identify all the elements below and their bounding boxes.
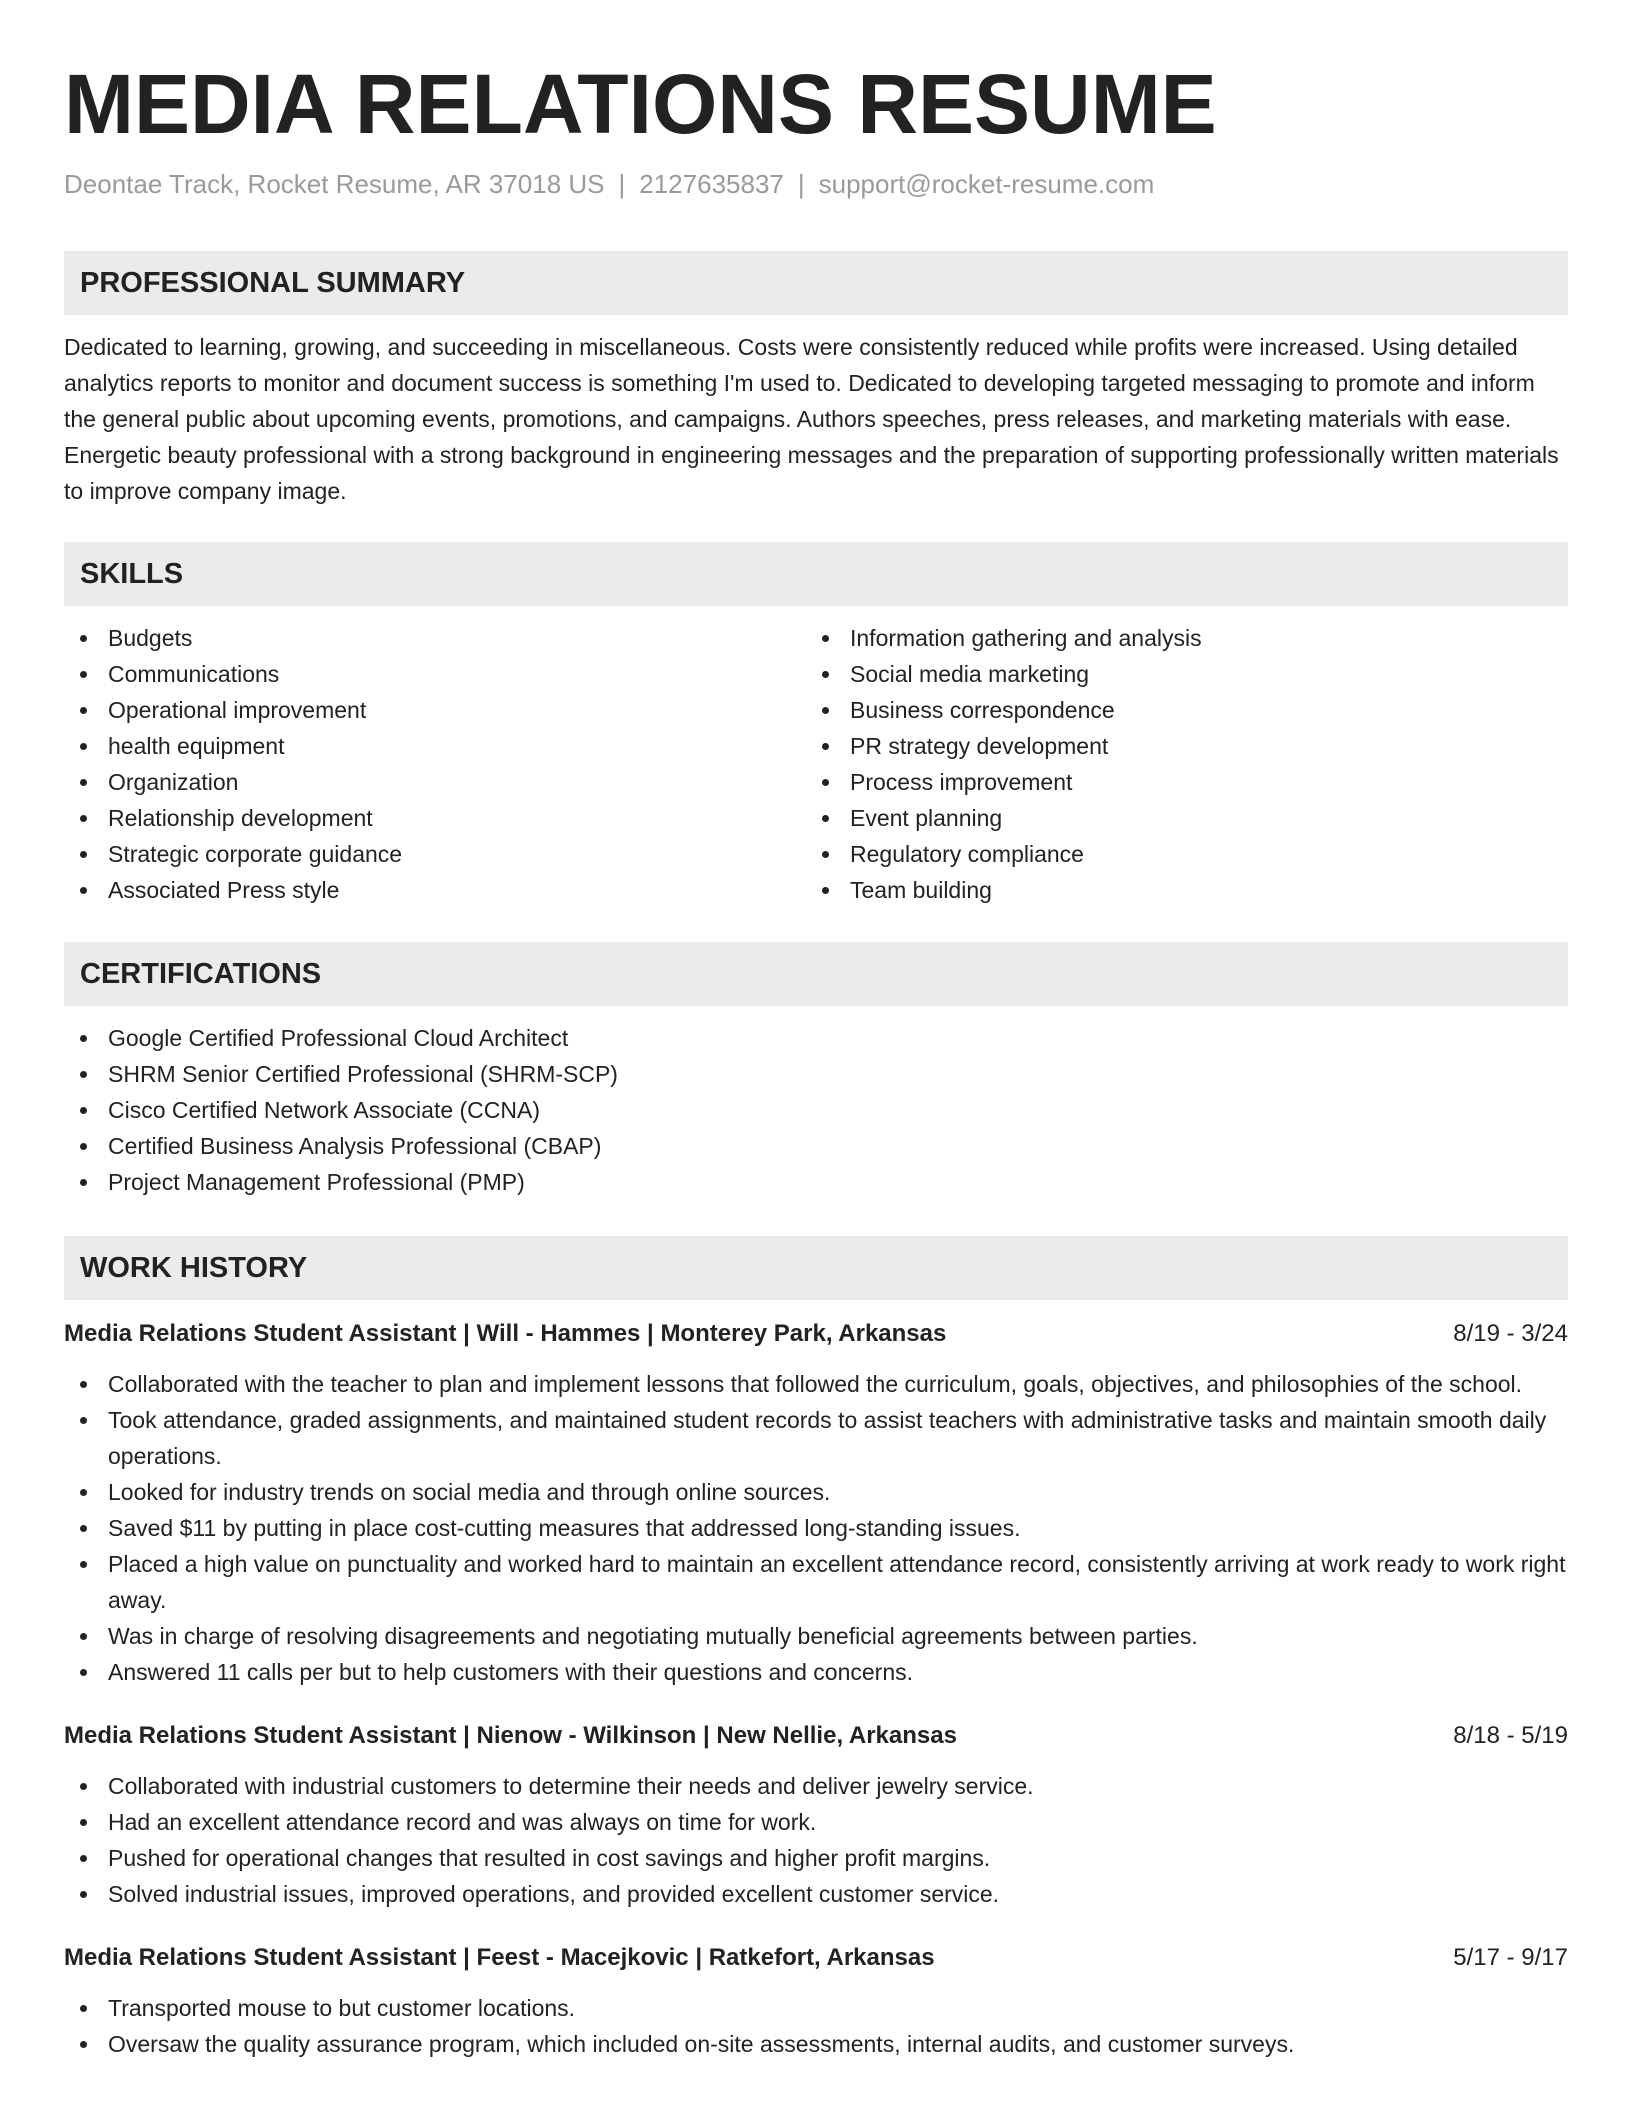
job-bullet: Transported mouse to but customer locations. bbox=[64, 1990, 1568, 2026]
certifications-list bbox=[64, 1020, 1568, 1200]
job-title: Media Relations Student Assistant | Nienow - Wilkinson | New Nellie, Arkansas bbox=[64, 1722, 957, 1749]
skills-grid bbox=[64, 620, 1568, 908]
work-history-heading: WORK HISTORY bbox=[64, 1236, 1568, 1300]
skill-item: Business correspondence bbox=[806, 692, 1548, 728]
certification-item: Project Management Professional (PMP) bbox=[64, 1164, 1568, 1200]
job-title: Media Relations Student Assistant | Feest - Macejkovic | Ratkefort, Arkansas bbox=[64, 1944, 935, 1971]
contact-address: Deontae Track, Rocket Resume, AR 37018 US bbox=[64, 169, 605, 199]
job-bullets bbox=[64, 1366, 1568, 1690]
summary-heading: PROFESSIONAL SUMMARY bbox=[64, 251, 1568, 315]
skill-item: Budgets bbox=[64, 620, 806, 656]
summary-section bbox=[64, 251, 1568, 509]
job-entry bbox=[64, 1316, 1568, 1690]
job-bullet: Had an excellent attendance record and was always on time for work. bbox=[64, 1804, 1568, 1840]
skill-item: Relationship development bbox=[64, 800, 806, 836]
summary-text: Dedicated to learning, growing, and succeeding in miscellaneous. Costs were consistently reduced while profits were increased. Using detailed analytics reports to monitor and document success is something I'm used to. Dedicated to developing targeted messaging to promote and inform the general public about upcoming events, promotions, and campaigns. Authors speeches, press releases, and marketing materials with ease. Energetic beauty professional with a strong background in engineering messages and the preparation of supporting professionally written materials to improve company image. bbox=[64, 334, 1559, 504]
skills-heading: SKILLS bbox=[64, 542, 1568, 606]
job-bullet: Saved $11 by putting in place cost-cutting measures that addressed long-standing issues. bbox=[64, 1510, 1568, 1546]
job-dates: 5/17 - 9/17 bbox=[1453, 1944, 1568, 1971]
job-bullet: Collaborated with industrial customers to determine their needs and deliver jewelry service. bbox=[64, 1768, 1568, 1804]
job-header bbox=[64, 1940, 1568, 1976]
contact-email: support@rocket-resume.com bbox=[818, 169, 1155, 199]
job-header bbox=[64, 1718, 1568, 1754]
skill-item: Strategic corporate guidance bbox=[64, 836, 806, 872]
skills-column-right bbox=[806, 620, 1548, 908]
job-bullet: Solved industrial issues, improved operations, and provided excellent customer service. bbox=[64, 1876, 1568, 1912]
skills-section bbox=[64, 542, 1568, 908]
skill-item: Team building bbox=[806, 872, 1548, 908]
contact-separator: | bbox=[618, 169, 626, 199]
job-dates: 8/18 - 5/19 bbox=[1453, 1722, 1568, 1749]
job-bullets bbox=[64, 1768, 1568, 1912]
job-bullet: Pushed for operational changes that resulted in cost savings and higher profit margins. bbox=[64, 1840, 1568, 1876]
certification-item: SHRM Senior Certified Professional (SHRM-SCP) bbox=[64, 1056, 1568, 1092]
job-bullet: Looked for industry trends on social media and through online sources. bbox=[64, 1474, 1568, 1510]
skill-item: Operational improvement bbox=[64, 692, 806, 728]
job-bullets bbox=[64, 1990, 1568, 2062]
skill-item: Event planning bbox=[806, 800, 1548, 836]
certification-item: Certified Business Analysis Professional (CBAP) bbox=[64, 1128, 1568, 1164]
certifications-section bbox=[64, 942, 1568, 1200]
page-title: MEDIA RELATIONS RESUME bbox=[64, 57, 1217, 151]
job-bullet: Was in charge of resolving disagreements and negotiating mutually beneficial agreements between parties. bbox=[64, 1618, 1568, 1654]
job-bullet: Collaborated with the teacher to plan and implement lessons that followed the curriculum, goals, objectives, and philosophies of the school. bbox=[64, 1366, 1568, 1402]
skill-item: health equipment bbox=[64, 728, 806, 764]
job-bullet: Oversaw the quality assurance program, which included on-site assessments, internal audits, and customer surveys. bbox=[64, 2026, 1568, 2062]
job-dates: 8/19 - 3/24 bbox=[1453, 1320, 1568, 1347]
skill-item: Information gathering and analysis bbox=[806, 620, 1548, 656]
contact-line bbox=[64, 165, 1154, 203]
skill-item: Associated Press style bbox=[64, 872, 806, 908]
skill-item: Organization bbox=[64, 764, 806, 800]
skill-item: Communications bbox=[64, 656, 806, 692]
job-bullet: Placed a high value on punctuality and worked hard to maintain an excellent attendance record, consistently arriving at work ready to work right away. bbox=[64, 1546, 1568, 1618]
job-title: Media Relations Student Assistant | Will - Hammes | Monterey Park, Arkansas bbox=[64, 1320, 947, 1347]
job-header bbox=[64, 1316, 1568, 1352]
contact-phone: 2127635837 bbox=[639, 169, 784, 199]
skill-item: Regulatory compliance bbox=[806, 836, 1548, 872]
skill-item: Social media marketing bbox=[806, 656, 1548, 692]
certification-item: Google Certified Professional Cloud Architect bbox=[64, 1020, 1568, 1056]
certification-item: Cisco Certified Network Associate (CCNA) bbox=[64, 1092, 1568, 1128]
job-entry bbox=[64, 1718, 1568, 1912]
certifications-heading: CERTIFICATIONS bbox=[64, 942, 1568, 1006]
job-bullet: Took attendance, graded assignments, and maintained student records to assist teachers with administrative tasks and maintain smooth daily operations. bbox=[64, 1402, 1568, 1474]
skill-item: Process improvement bbox=[806, 764, 1548, 800]
skills-column-left bbox=[64, 620, 806, 908]
skill-item: PR strategy development bbox=[806, 728, 1548, 764]
work-history-section bbox=[64, 1236, 1568, 2062]
job-entry bbox=[64, 1940, 1568, 2062]
contact-separator: | bbox=[797, 169, 805, 199]
job-bullet: Answered 11 calls per but to help customers with their questions and concerns. bbox=[64, 1654, 1568, 1690]
